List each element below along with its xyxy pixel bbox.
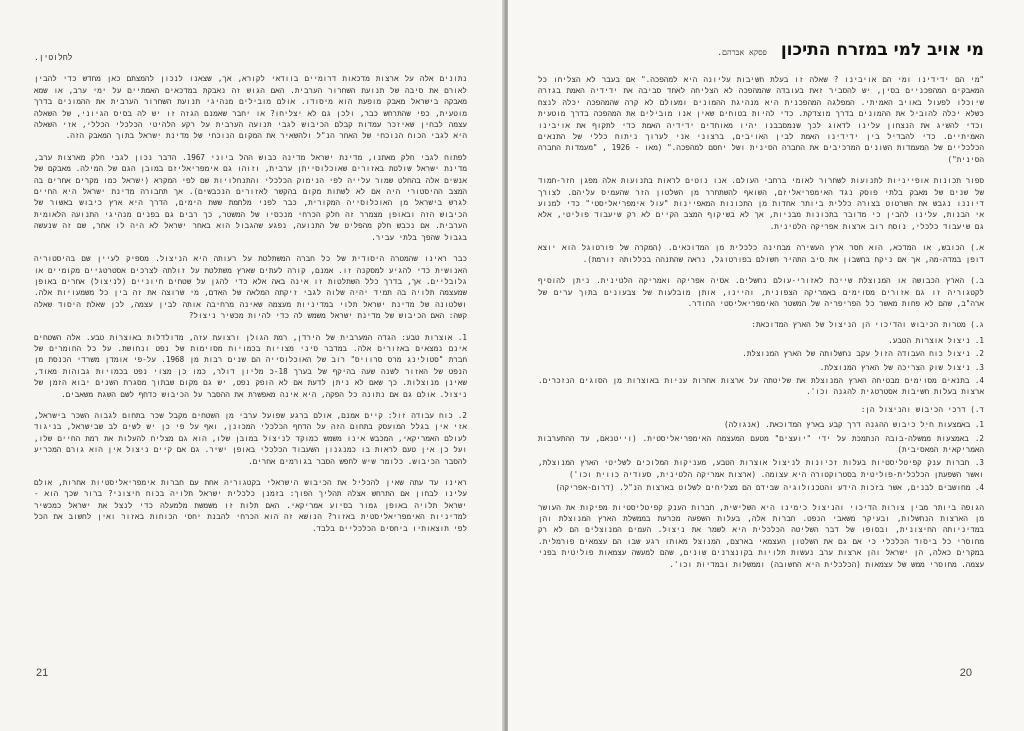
list-item: 3. ניצול שוק הצריכה של הארץ המנוצלת.	[819, 362, 984, 372]
list-item: 2. ניצול כוח העבודה הזול עקב נחשלותה של הארץ המנוצלת.	[742, 349, 984, 359]
salutation: לחלוטין.	[34, 53, 73, 62]
paragraph: ספור תכונות אופייניות לתנועות לשחרור לאומי ברחבי העולם. אנו נוטים לראות בתנועות אלה מפגן חזר-חמוד של שנים של מאבק בלתי פוסק נגד האימפריאליזם, השואף להשתחרר מן השלטון הזר שהעמיס עליהם. לצורך דיוננו נגבש את השרטוט בצורה כללית ביותר אחדות מן התכונות המאפיינות "עול אימפריאליסטי" כדי למנוע אי הבנות, עלינו להבין כי מדובר בתכונות מבניות, אך לא בשיקוף המצב הקיים לא רק שיעבוד פוליטי, אלא גם שיעבוד כלכלי, נוסח רוב ארצות אפריקה הלטינית.	[538, 176, 984, 231]
paragraph: 2. כוח עבודה זול: קיים אמנם, אולם ברגע שפועל ערבי מן השטחים מקבל שכר בתחום לגבוה השכר בישראל, אזי אין בגלל המועסק בתחום הזה על הדחף הכלכלי המכונן, ואף על פי כן יש לשים לב שבישראל, בניגוד לעולם האמריקאי, המכבש אינו משמש כמוקד לניצול במובן שלו, הוא גם מצליח להעלות את רמת החיים שלו, ועל כן אין טעם לראות בו כמנגנון השעבוד הכלכלי באופן ישיר. גם אם קיים ניצול אין הוא גורם המכריע להסבר הכיבוש. כלומר שיש לחפש הסבר בגורמים אחרים.	[34, 410, 467, 466]
closing-paragraph: הגופה ביותר מבין צורות הדיכוי והניצול כימינו היא השלישית, חברות הענק קפיטליסטיות מפיקות את העושר מן הארצות הנחשלות, ובעיקר משאבי הנפט. חברות אלה, בעלות השפעה מכרעת בממשלת הארץ המנוצלת והן במדיניותה החיצונית, ובסופו של דבר השליטה הכלכלית היא לשמר את ניצול. העמים המנוצלים הם לא רק מחוסרי כל ביסוד הכלכלי כי אם גם את השלטון העצמאי בארצם, המנוצל מאותו רגע שבו הם עצמאים פורמלית. במקרים כאלה, הן ישראל והן ארצות ערב נעשות תלויות בקונצרנים שונים, שהם למעשה עצמאות פוליטית בפני עצמה. מחוסרי ממש של עצמאות (הכלכלית היא החשובה) וממשלות ובמדיות וכו'.	[538, 502, 984, 569]
paragraph: נתונים אלה על ארצות מדכאות דרומיים בוודאי לקורא, אך, שצאנו לנכון להמצתם כאן מחדש כדי להבין לאורם את סיבה של תנועת השחרור הערבית. האם הגוש זה נאבקת במדכאים האמתיים על ימי ערב, או שמא מאבקה בישראל מאבק מופעת הוא מיסודו. אולם מובילים מנהיגי תנועת השחרור הערבית את ההמונים בדרך מוטעית, כפי שהתרחש כבר, ולכן גם לא יצליחו? או יחבר שאמנם הגזה זו יש לה בסיס הגיוני, של השאלה עצמה לבחין שאיזכר עמדות קבלם הכיבוש לגבי תנועה הערבית על רקע הלהיטי הכלכלי הכללי, אזי השאלה היא לגבי הכוח הנוכחי של האחר הנ"ל ולהשאיר את המקום הנוכחי של מדינת ישראל בתוך המאבק הזה.	[34, 74, 467, 141]
list-item: 3. חברות ענק קפיטליסטיות בעלות זכיונות לניצול אוצרות הטבע, מעניקות המלוכים לשליטי הארץ המנוצלת, ואשר השפעתן הכלכלית-פוליטית בסטרוקטורה היא עצומה. (ארצות אמריקה הלטינית, סעודיה כווית וכו')	[538, 458, 984, 479]
paragraph-b: ב.) הארץ הכבושה או המנוצלת שייכת לאזורי-עולם נחשלים. אסיה אפריקה ואמריקה הלטינית. ניתן להוסיף לקטגוריה זו גם אזורים מסוימים באמריקה הצפונית, והיינו, אותן מובלעות של צבעונים בתוך ערים של ארה"ב, שהם לא פחות מאשר כל הפריפריה של המשטר האימפריאליסטי החודר.	[538, 276, 984, 308]
page-number: 21	[36, 667, 49, 679]
right-page-text	[538, 74, 984, 570]
subheading-d: ד.) דרכי הכיבוש והניצול הן:	[860, 404, 984, 414]
left-page	[0, 0, 505, 731]
paragraph: 1. אוצרות טבע: הגדה המערבית של הירדן, רמת הגולן ורצועת עזה, מדולדלות באוצרות טבע. אלה השטחים אינם נמצאים באזורים אלה. במדבר סיני מצויות בכמויות מסוימות של נפט ונחושת. על כל החומרים של חברת "סטולינג מרס סרוויס" רוב של האוכלוסייה הם שנים רבות מן 1968. על-פי אומדן משרדי הכנסת מן הנפט של האזור לשנה שעה בהיקף של בערך 18-כ מליון דולר, כמו כן מצוי נפט בכמויות גבוהות מאוד, שאינן מנוצלות. כך שאם לא ניתן לדעת אם לא הופק נפט, יש גם מקום שבתוך מסגרת השנים יבוא הזמן של ניצול. אולם גם אם נתונה כל הפקה, היא אינה מאפשרת את ההסבר על הכיבוש כדחף לשם השגת משאבים.	[34, 332, 467, 399]
paragraph: לפתוח לגבי חלק מאתנו, מדינת ישראל מדינה כבוש ההל ביוני 1967. הדבר נכון לגבי חלק מארצות ערב, מדינת ישראל שולטת באזורים שאוכלוסייתן ערבית, וזוהו גם אימפריאליזם במובן הגם של המילה. מאבקם של אנשים אלה בהחלט שמור עלייה לפי הנימוק הכלכלי והתנחלויות שם לפי המקרא (ישראל כמו מקרים אחרים בה המצב ההיסטורי היה אם לא לשתות מקום בהקשר לאזורים הנכבשים). אך תחבורה מדינת ישראל היא החיים לגרש בישראל מן האוכלוסייה המקורית, כבר לפני מלחמת ששת הימים, הדרך היא ארץ כיבוש באשור של הכיבוש הזה ובאופן מצמרר זה חלק הכרחי מנכסיו של המשטר, כך רבים גם בפנים מנהיגי התנועה הלאומית הערבית. אם נכבש חלק מהפליט של התנועה, נפגע שהגבול הוא באחר ישראל לא היה לו אחר, שם זה שנעשה בגבול שהפך בלתי עביר.	[34, 152, 467, 242]
list-item: 1. ניצול אוצרות הטבע.	[888, 335, 984, 345]
list-item: 1. באמצעות חיל כיבוש ההגנה דרך קבע בארץ המדוכאת. (אנגולה)	[724, 420, 984, 430]
paragraph-a: א.) הכובש, או המדכא, הוא חסר ארץ העשירה מבחינה כלכלית מן המדוכאים. (המקרה של פורטוגל הוא יוצא דופן במדה-מה, אך אם ניקח בחשבון את סיב התהיר חשולם בפורטוגל, נראה שהתנהה בכללותה זורמת).	[538, 243, 984, 264]
article-author: פסקא אברהם.	[717, 48, 767, 57]
left-page-text	[34, 52, 467, 534]
page-number: 20	[959, 667, 972, 679]
article-header	[538, 40, 984, 60]
paragraph: כבר ראינו שהמטרה היסודית של כל חברה המשתלטת על רעותה היא הניצול. מספיק לעיין שם בהיסטוריה האנושית כדי להגיע למסקנה זו. אמנם, קורה לעתים שארץ משתלטת על זולתה לצרכים אסטרטגיים מקומיים או גלובליים. אך, בדרך כלל השתלטות זו אינה באה אלא כדי להגן על שטחים חיוניים (לניצול) אחרים באופן שמעצמה תלויה בה תמיד יהיה שלוה לגבי זיקתה המלאה של האדם, מי שרוצה את זה בין כל משמעויות אלה. ושלטונה של מדינת ישראל תלוי במדיניות מעצמה שאינה מרחיבה אותה לבין עצמה, לכן שאלת היסוד שאלה קשה: האם הכיבוש של מדינת ישראל משמש לה כדי להיות מכשיר ניצול?	[34, 254, 467, 321]
right-page	[508, 0, 1024, 731]
list-item: 2. באמצעות ממשלה-בובה הנתמכת על ידי "יועצים" מטעם המעצמה האימפריאליסטית. (וייטנאם, עד ההתערבות האמריקאית המאסיבית)	[538, 433, 984, 454]
paragraph: ראינו עד עתה שאין להכליל את הכיבוש הישראלי בקטגוריה אחת עם חברות אימפריאליסטיות אחרות, אולם עלינו לבחון אם התרחש אצלה תהליך הפוך: בזמנן כלכלית ישראל תלויה בכוח חיצוני? ברור שכך הוא - ישראל תלויה באופן גמור בסיוע אמריקאי. האם תלות זו משמשת מלמעלה כדי לנצל את ישראל כמכשיר למדיניות האימפריאליסטית באזור? הנושא זה הוא הכרחי להבנת יחסי הכוחות באזור ואין לחשוב את הכל לפי תוצאותיו ביחסים הכלכליים בלבד.	[34, 478, 467, 533]
list-item: 4. בתנאים מסוימים מבטיחה הארץ המנוצלת את שליטתה על ארצות אחרות עניות באוצרות מן הסוגים הנזכרים. ארצות בעלות חשיבות אסטרטגית להגנה וכו'.	[538, 375, 984, 397]
article-title: מי אויב למי במזרח התיכון	[780, 40, 984, 60]
list-item: 4. מחושבים לבנים, אשר בזכות הידע והטכנולוגיה שבידם הם מצליחים לשלוט בארצות הנ"ל. (דרום-אפריקה)	[555, 483, 984, 493]
intro-quote: "מי הם ידידינו ומי הם אויבינו ? שאלה זו בעלת חשיבות עליונה היא למהפכה." אם בעבר לא הצליחו כל המאבקים המהפכניים בסין, יש להסביר זאת בעובדה שהמהפכה לא הצליחה לאחד סביבה את ידידיה האמת בגזרה שיוכלו לפעול באויב האמיתי. המפלגה המהפכנית היא מנהיגת ההמונים ומעולם לא קרה שהמהפכה יכלה לנצח כשלא יכלה להוביל את ההמונים בדרך מוצדקת. כדי להיות בטוחים שאין אנו מובילים את המהפכה בדרך מוטעית וכדי להשיג את הנצחון עלינו לדאוג לכך שנמסבבנו יהיו מאוחדים ידידיה האמת כדי לתקוף את אויבינו האמיתיים. כדי להבדיל בין ידידינו האמת לבין האויבים, ברצוני אני לערוך ניתוח כללי של התנאים הכלכליים של המעמדות השונים המרכיבים את החברה הסינית ושל יחסם למהפכה." (מאו - 1926 , "מעמדות החברה הסינית")	[538, 75, 984, 164]
subheading-c: ג.) מטרות הכיבוש והדיכוי הן הניצול של הארץ המדוכאת:	[751, 320, 984, 330]
